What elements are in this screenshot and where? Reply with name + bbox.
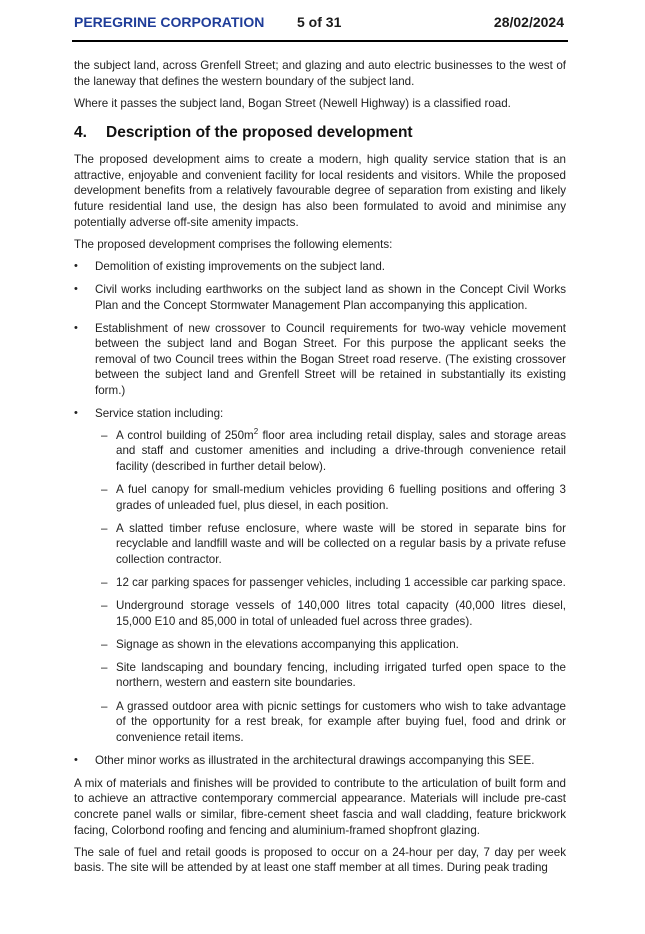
text-fragment: A control building of 250m xyxy=(116,428,254,442)
page-content xyxy=(74,58,566,882)
service-station-list xyxy=(95,428,566,746)
sub-list-item xyxy=(95,521,566,568)
sub-list-item-text: Underground storage vessels of 140,000 litres total capacity (40,000 litres diesel, 15,000 E10 and 85,000 in total of unleaded fuel across three grades). xyxy=(116,599,566,628)
list-item xyxy=(74,259,566,275)
section-number: 4. xyxy=(74,124,87,142)
superscript: 2 xyxy=(253,426,259,436)
elements-list xyxy=(74,259,566,769)
dash-icon: – xyxy=(101,660,108,674)
sub-list-item xyxy=(95,699,566,746)
sub-list-item xyxy=(95,660,566,691)
sub-list-item xyxy=(95,598,566,629)
list-item xyxy=(74,282,566,313)
bullet-icon: • xyxy=(74,407,78,420)
bullet-icon: • xyxy=(74,321,78,334)
list-item-text: Demolition of existing improvements on the subject land. xyxy=(95,259,385,273)
list-item xyxy=(74,406,566,745)
section-heading xyxy=(74,123,566,142)
sub-list-item xyxy=(95,482,566,513)
list-item-text: Civil works including earthworks on the subject land as shown in the Concept Civil Works Plan and the Concept Stormwater Management Plan accompanying this application. xyxy=(95,282,566,312)
list-item-text: Service station including: xyxy=(95,407,224,421)
sub-list-item-text: A grassed outdoor area with picnic settings for customers who wish to take advantage of the opportunity for a rest break, for example after buying fuel, food and drink or convenience retail items. xyxy=(116,699,566,744)
organisation-name: PEREGRINE CORPORATION xyxy=(74,14,265,30)
sub-list-item-text: Signage as shown in the elevations accompanying this application. xyxy=(116,637,459,651)
text-fragment: floor area including retail display, sales and storage areas and staff and customer amenities and including a drive-through convenience retail facility (described in further detail below). xyxy=(116,428,567,473)
sub-list-item-text: 12 car parking spaces for passenger vehicles, including 1 accessible car parking space. xyxy=(116,575,566,589)
list-item-text: Other minor works as illustrated in the architectural drawings accompanying this SEE. xyxy=(95,753,535,767)
paragraph: the subject land, across Grenfell Street; and glazing and auto electric businesses to the west of the laneway that defines the western boundary of the subject land. xyxy=(74,59,566,88)
paragraph: The sale of fuel and retail goods is proposed to occur on a 24-hour per day, 7 day per week basis. The site will be attended by at least one staff member at all times. During peak trading xyxy=(74,845,566,875)
sub-list-item xyxy=(95,637,566,653)
sub-list-item-text: A slatted timber refuse enclosure, where waste will be stored in separate bins for recyclable and landfill waste and will be collected on a regular basis by a private refuse collection contractor. xyxy=(116,521,566,566)
bullet-icon: • xyxy=(74,753,78,766)
dash-icon: – xyxy=(101,599,108,613)
page-number: 5 of 31 xyxy=(297,14,342,30)
paragraph: The proposed development aims to create a modern, high quality service station that is an attractive, enjoyable and convenient facility for local residents and visitors. While the proposed development benefits from a relatively favourable degree of separation from existing and likely future residential land use, the design has also been formulated to avoid and minimise any potentially adverse off-site amenity impacts. xyxy=(74,153,566,229)
bullet-icon: • xyxy=(74,282,78,295)
paragraph: A mix of materials and finishes will be provided to contribute to the articulation of built form and to achieve an attractive contemporary commercial appearance. Materials will include pre-cast concrete panel walls or similar, fibre-cement sheet fascia and wall cladding, feature brickwork facing, Colorbond roofing and fencing and aluminium-framed shopfront glazing. xyxy=(74,776,566,837)
sub-list-item xyxy=(95,575,566,591)
list-item xyxy=(74,321,566,399)
dash-icon: – xyxy=(101,521,108,535)
dash-icon: – xyxy=(101,575,108,589)
sub-list-item-text: A fuel canopy for small-medium vehicles providing 6 fuelling positions and offering 3 grades of unleaded fuel, plus diesel, in each position. xyxy=(116,482,566,512)
bullet-icon: • xyxy=(74,259,78,272)
dash-icon: – xyxy=(101,637,108,651)
sub-list-item-text xyxy=(116,426,567,473)
paragraph: Where it passes the subject land, Bogan Street (Newell Highway) is a classified road. xyxy=(74,96,511,110)
page-header xyxy=(72,14,568,42)
section-title: Description of the proposed development xyxy=(106,124,413,142)
sub-list-item-text: Site landscaping and boundary fencing, including irrigated turfed open space to the northern, western and eastern site boundaries. xyxy=(116,660,566,690)
list-item-text: Establishment of new crossover to Council requirements for two-way vehicle movement between the subject land and Bogan Street. For this purpose the applicant seeks the removal of two Council trees within the Bogan Street road reserve. (The existing crossover between the subject land and Grenfell Street will be retained in substantially its existing form.) xyxy=(95,321,566,397)
dash-icon: – xyxy=(101,482,108,496)
paragraph: The proposed development comprises the following elements: xyxy=(74,237,393,251)
document-date: 28/02/2024 xyxy=(493,14,564,30)
sub-list-item xyxy=(95,428,566,475)
dash-icon: – xyxy=(101,428,108,442)
list-item xyxy=(74,753,566,769)
dash-icon: – xyxy=(101,699,108,713)
